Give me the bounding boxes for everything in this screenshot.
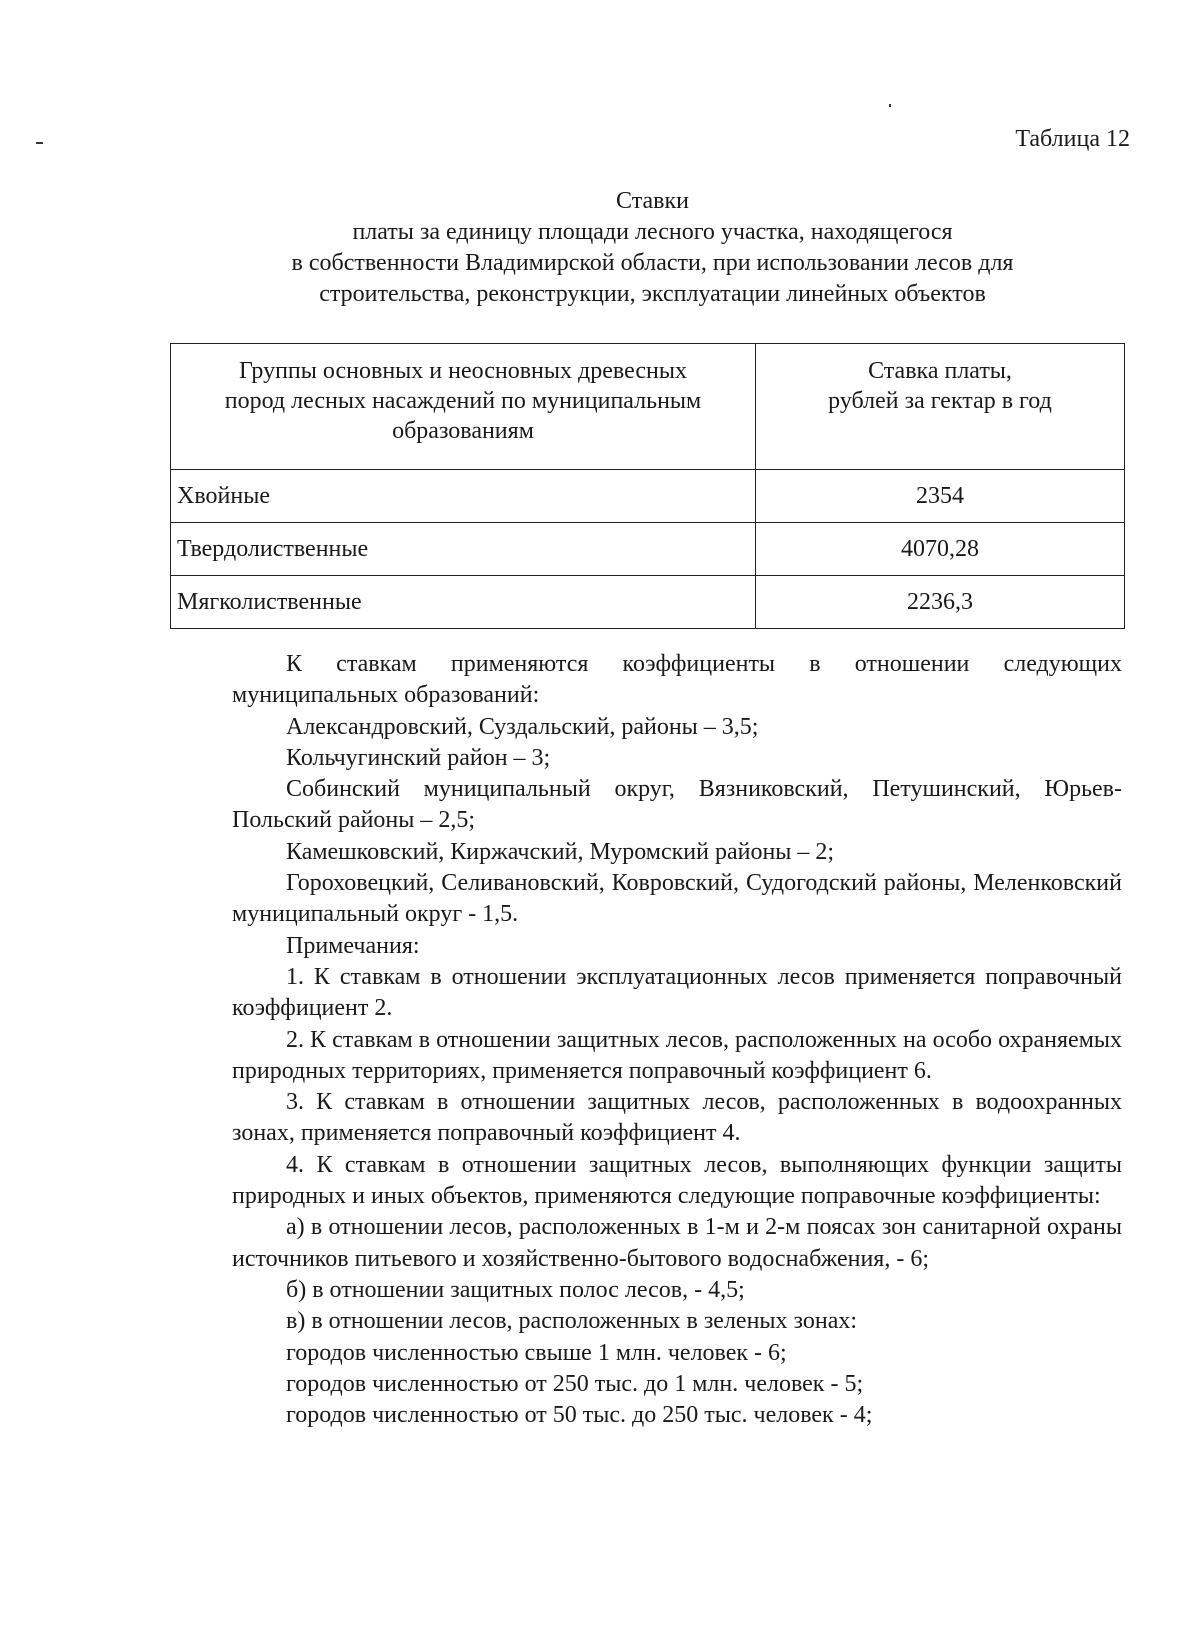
row-name: Мягколиственные xyxy=(171,576,756,629)
sub-item: городов численностью свыше 1 млн. человек - 6; xyxy=(286,1339,787,1366)
table-row xyxy=(171,470,1125,523)
title-line: платы за единицу площади лесного участка, находящегося xyxy=(352,219,953,245)
note-item: 3. К ставкам в отношении защитных лесов, расположенных в водоохранных зонах, применяется поправочный коэффициент 4. xyxy=(232,1089,1122,1147)
sub-item: городов численностью от 50 тыс. до 250 тыс. человек - 4; xyxy=(286,1402,873,1429)
title-line: строительства, реконструкции, эксплуатации линейных объектов xyxy=(319,281,986,307)
note-item: 1. К ставкам в отношении эксплуатационных лесов применяется поправочный коэффициент 2. xyxy=(232,963,1122,1022)
paragraph: Собинский муниципальный округ, Вязниковский, Петушинский, Юрьев-Польский районы – 2,5; xyxy=(232,776,1122,834)
title-line: в собственности Владимирской области, при использовании лесов для xyxy=(291,250,1014,276)
title-line: Ставки xyxy=(616,188,689,214)
header-species-groups: Группы основных и неосновных древесных пород лесных насаждений по муниципальным образованиям xyxy=(171,344,756,470)
table-title xyxy=(160,186,1145,310)
header-rate: Ставка платы, рублей за гектар в год xyxy=(756,344,1125,470)
rates-table xyxy=(170,343,1125,629)
sub-item: в) в отношении лесов, расположенных в зеленых зонах: xyxy=(286,1308,858,1335)
table-row xyxy=(171,576,1125,629)
paragraph: Гороховецкий, Селивановский, Ковровский, Судогодский районы, Меленковский муниципальный округ - 1,5. xyxy=(232,870,1122,928)
scan-speck xyxy=(36,142,43,144)
note-item: 2. К ставкам в отношении защитных лесов, расположенных на особо охраняемых природных территориях, применяется поправочный коэффициент 6. xyxy=(232,1026,1122,1084)
row-value: 2236,3 xyxy=(756,576,1125,629)
sub-item: городов численностью от 250 тыс. до 1 млн. человек - 5; xyxy=(286,1370,864,1397)
table-label: Таблица 12 xyxy=(1015,126,1130,152)
row-value: 2354 xyxy=(756,470,1125,523)
sub-item: а) в отношении лесов, расположенных в 1-м и 2-м поясах зон санитарной охраны источников питьевого и хозяйственно-бытового водоснабжения, - 6; xyxy=(232,1214,1122,1272)
paragraph: Камешковский, Киржачский, Муромский районы – 2; xyxy=(286,838,835,865)
table-header-row xyxy=(171,344,1125,470)
row-name: Твердолиственные xyxy=(171,523,756,576)
body-text xyxy=(232,649,1122,1431)
note-item: 4. К ставкам в отношении защитных лесов, выполняющих функции защиты природных и иных объектов, применяются следующие поправочные коэффициенты: xyxy=(232,1151,1122,1210)
row-name: Хвойные xyxy=(171,470,756,523)
paragraph: К ставкам применяются коэффициенты в отношении следующих муниципальных образований: xyxy=(232,651,1122,709)
notes-heading: Примечания: xyxy=(286,932,420,959)
sub-item: б) в отношении защитных полос лесов, - 4,5; xyxy=(286,1276,745,1303)
scan-speck xyxy=(889,104,891,107)
row-value: 4070,28 xyxy=(756,523,1125,576)
paragraph: Кольчугинский район – 3; xyxy=(286,744,551,771)
paragraph: Александровский, Суздальский, районы – 3,5; xyxy=(286,713,759,740)
table-row xyxy=(171,523,1125,576)
